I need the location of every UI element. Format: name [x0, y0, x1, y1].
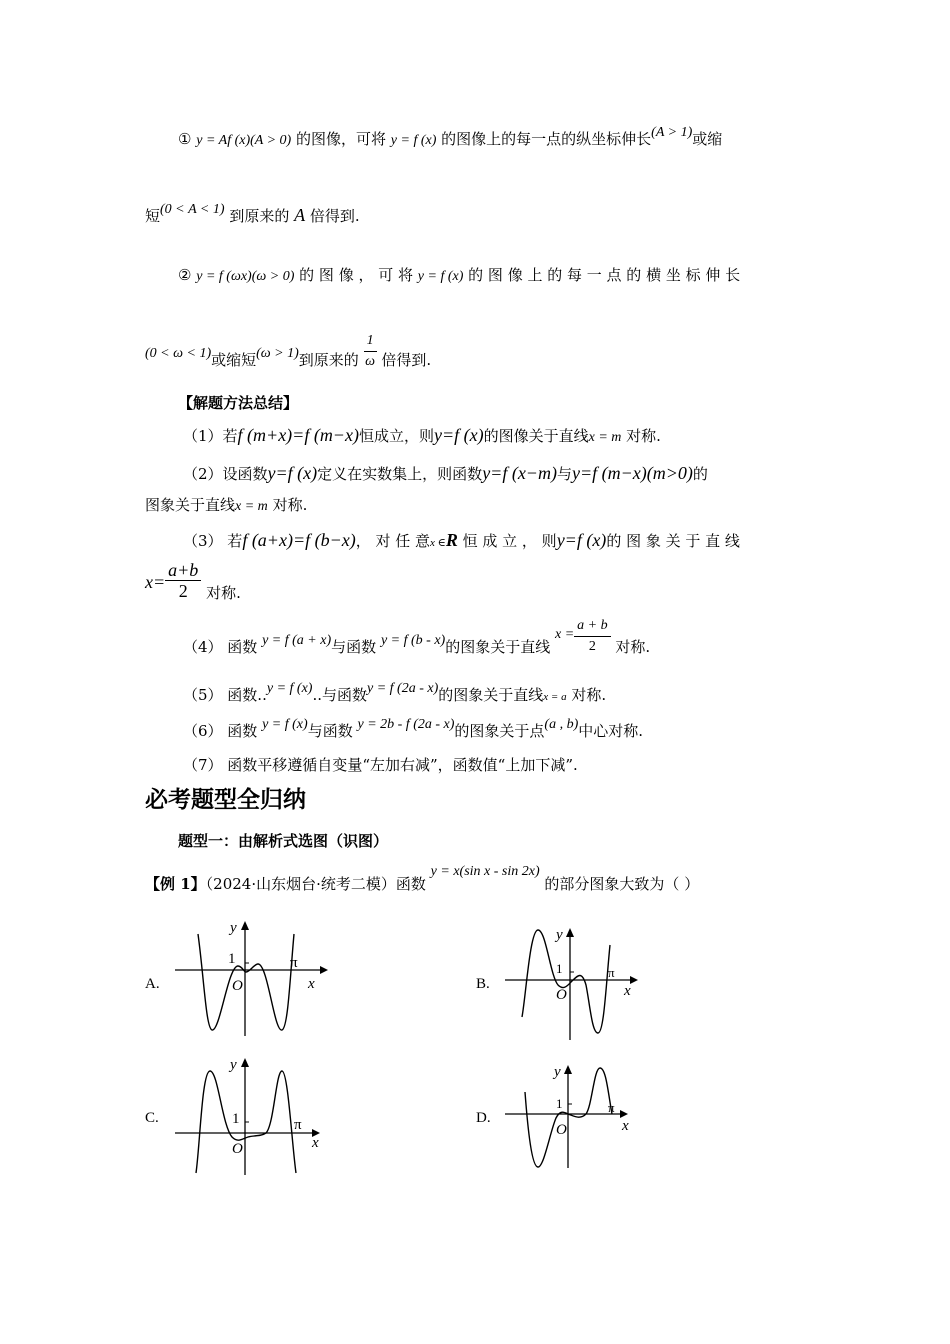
option-d-graph[interactable] — [500, 1062, 650, 1172]
text: 短 — [145, 207, 161, 225]
option-c-graph[interactable] — [170, 1055, 330, 1180]
denominator: ω — [365, 353, 376, 369]
label-one: 1 — [556, 1096, 563, 1111]
text: 对称. — [615, 638, 651, 656]
text: 恒成立，则 — [358, 427, 434, 445]
formula: y = f (x) — [266, 681, 313, 696]
text: 的 图 像 ， 可 将 — [299, 266, 413, 284]
formula-a: A — [294, 205, 306, 225]
circle-one-mark: ① — [178, 130, 192, 148]
curve — [522, 930, 610, 1033]
x-axis-arrow-icon — [620, 1110, 628, 1118]
example-label: 【例 1】 — [145, 875, 206, 893]
option-b-graph[interactable] — [500, 925, 650, 1045]
label-one: 1 — [232, 1111, 240, 1127]
formula-y-f-omega: y = f (ωx)(ω > 0) — [196, 269, 295, 284]
formula: x ∈ — [430, 537, 446, 549]
label-origin: O — [232, 1141, 243, 1157]
summary-item-2 — [183, 462, 708, 485]
circle-two-mark: ② — [178, 266, 192, 284]
formula: R — [445, 530, 458, 550]
formula-y-af: y = Af (x)(A > 0) — [196, 133, 292, 148]
text: 的图像关于直线 — [483, 427, 589, 445]
text: 对称. — [571, 686, 607, 704]
label-one: 1 — [228, 951, 236, 967]
text: 的 — [692, 465, 708, 483]
label-pi: π — [294, 1117, 302, 1133]
text: 与函数 — [307, 722, 353, 740]
numerator: a+b — [165, 560, 201, 581]
formula: y=f (m−x)(m>0) — [571, 463, 693, 483]
label-x: x — [624, 983, 631, 999]
formula-a-range: (0 < A < 1) — [160, 202, 225, 217]
formula: (a , b) — [544, 717, 579, 732]
para2-line2 — [145, 332, 432, 382]
label-x: x — [622, 1118, 629, 1134]
label-x: x — [312, 1135, 319, 1151]
text: （6） 函数 — [183, 722, 258, 740]
text: 的图象关于点 — [454, 722, 545, 740]
formula: y=f (x) — [267, 463, 318, 483]
formula-omega-range: (0 < ω < 1) — [145, 346, 212, 361]
label-y: y — [230, 920, 237, 936]
fraction-a-plus-b-over-2 — [165, 560, 201, 601]
y-axis-arrow-icon — [566, 928, 574, 937]
formula: y = f (x) — [262, 717, 308, 732]
label-x: x — [308, 976, 315, 992]
formula: x= — [145, 572, 166, 592]
para2-line1 — [178, 264, 740, 288]
formula: y = f (a + x) — [262, 633, 332, 648]
label-pi: π — [608, 965, 615, 980]
text: 的图像，可将 — [295, 130, 386, 148]
text: 的图像上的每一点的纵坐标伸长 — [441, 130, 652, 148]
formula-omega-gt-1: (ω > 1) — [256, 346, 299, 361]
label-y: y — [556, 927, 563, 943]
para1-line1 — [178, 125, 723, 152]
fraction-a-plus-b-over-2 — [574, 616, 610, 657]
summary-item-1 — [183, 424, 661, 449]
example-1-stem — [145, 862, 699, 908]
text: ， 对 任 意 — [355, 532, 431, 550]
summary-title: 【解题方法总结】 — [178, 394, 299, 412]
text: 图象关于直线 — [145, 496, 236, 514]
text: 对称. — [206, 584, 241, 602]
option-c-label[interactable]: C. — [145, 1110, 159, 1126]
formula: y=f (x) — [556, 530, 607, 550]
text: （4） 函数 — [183, 638, 258, 656]
summary-item-6 — [183, 717, 644, 744]
text: 与 — [556, 465, 572, 483]
text: 的 图 像 上 的 每 一 点 的 横 坐 标 伸 长 — [468, 266, 741, 284]
x-axis-arrow-icon — [320, 966, 328, 974]
formula-y-fx: y = f (x) — [417, 269, 464, 284]
formula: x = m — [235, 499, 268, 514]
summary-item-3-cont — [145, 560, 241, 605]
text: 到原来的 — [298, 351, 359, 369]
text: （5） 函数.. — [183, 686, 267, 704]
formula: y = f (2a - x) — [367, 681, 439, 696]
text: 对称. — [272, 496, 308, 514]
formula-y-fx: y = f (x) — [390, 133, 437, 148]
text: 的 图 象 关 于 直 线 — [606, 532, 740, 550]
text: 定义在实数集上，则函数 — [317, 465, 483, 483]
y-axis-arrow-icon — [241, 921, 249, 930]
label-origin: O — [232, 978, 243, 994]
text: 倍得到. — [381, 351, 432, 369]
summary-item-7: （7） 函数平移遵循自变量“左加右减”，函数值“上加下减”. — [183, 756, 578, 774]
text: 与函数 — [331, 638, 377, 656]
option-a-graph[interactable] — [170, 918, 330, 1038]
option-a-label[interactable]: A. — [145, 976, 160, 992]
label-one: 1 — [556, 961, 563, 976]
label-origin: O — [556, 1122, 567, 1138]
formula: x = — [555, 627, 575, 642]
y-axis-arrow-icon — [241, 1058, 249, 1067]
label-y: y — [230, 1057, 237, 1073]
denominator: 2 — [178, 580, 188, 601]
summary-item-5 — [183, 681, 607, 708]
text: 的图象关于直线 — [445, 638, 551, 656]
x-axis-arrow-icon — [630, 976, 638, 984]
type1-title: 题型一：由解析式选图（识图） — [178, 832, 389, 850]
text: 中心对称. — [578, 722, 644, 740]
para1-line2 — [145, 204, 360, 229]
text: 倍得到. — [309, 207, 360, 225]
denominator: 2 — [588, 638, 596, 654]
summary-item-3 — [183, 529, 740, 554]
label-pi: π — [608, 1100, 615, 1115]
text: ..与函数 — [312, 686, 367, 704]
example-source: （2024·山东烟台·统考二模）函数 — [205, 875, 426, 893]
text: 或缩短 — [211, 351, 257, 369]
numerator: a + b — [574, 616, 610, 637]
formula: y=f (x−m) — [482, 463, 557, 483]
formula-a-gt-1: (A > 1) — [651, 125, 693, 140]
summary-item-4 — [183, 617, 651, 671]
text: （3） 若 — [183, 532, 243, 550]
formula-example: y = x(sin x - sin 2x) — [430, 864, 540, 879]
formula: x = a — [543, 691, 567, 703]
section-title: 必考题型全归纳 — [145, 787, 306, 813]
text: 恒 成 立 ， 则 — [462, 532, 557, 550]
curve — [198, 934, 294, 1030]
option-b-label[interactable]: B. — [476, 976, 490, 992]
summary-item-2-cont — [145, 494, 307, 518]
label-origin: O — [556, 987, 567, 1003]
text: 或缩 — [692, 130, 723, 148]
formula: x = m — [588, 430, 622, 445]
numerator: 1 — [364, 331, 377, 352]
text: （1）若 — [183, 427, 238, 445]
option-d-label[interactable]: D. — [476, 1110, 491, 1126]
formula: f (m+x)=f (m−x) — [237, 425, 359, 445]
example-question: 的部分图象大致为（ ） — [544, 875, 700, 893]
label-y: y — [554, 1064, 561, 1080]
text: 对称. — [626, 427, 661, 445]
label-pi: π — [290, 955, 298, 971]
text: 到原来的 — [229, 207, 290, 225]
formula: y = 2b - f (2a - x) — [357, 717, 455, 732]
text: 的图象关于直线 — [438, 686, 544, 704]
fraction-one-over-omega — [364, 331, 377, 372]
text: （2）设函数 — [183, 465, 268, 483]
formula: y=f (x) — [433, 425, 484, 445]
y-axis-arrow-icon — [564, 1065, 572, 1074]
formula: f (a+x)=f (b−x) — [242, 530, 356, 550]
formula: y = f (b - x) — [380, 633, 446, 648]
